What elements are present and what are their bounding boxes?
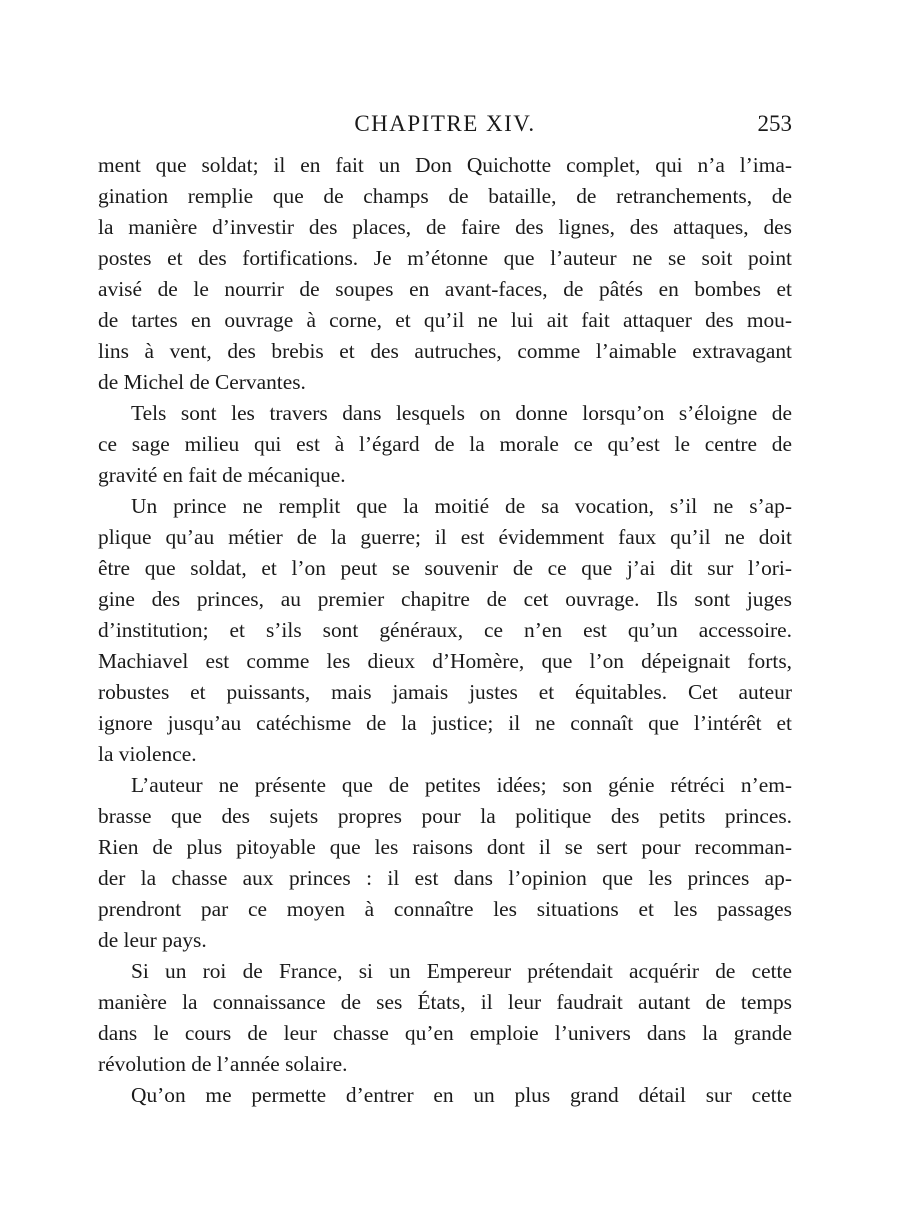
running-head bbox=[98, 108, 792, 140]
text-line: L’auteur ne présente que de petites idées; son génie rétréci n’em- bbox=[131, 773, 792, 797]
text-line: gravité en fait de mécanique. bbox=[98, 463, 346, 487]
text-line: robustes et puissants, mais jamais justes et équitables. Cet auteur bbox=[98, 680, 792, 704]
text-line: être que soldat, et l’on peut se souvenir de ce que j’ai dit sur l’ori- bbox=[98, 556, 792, 580]
text-line: révolution de l’année solaire. bbox=[98, 1052, 348, 1076]
text-line: Qu’on me permette d’entrer en un plus grand détail sur cette bbox=[131, 1083, 792, 1107]
text-line: ment que soldat; il en fait un Don Quichotte complet, qui n’a l’ima- bbox=[98, 153, 792, 177]
text-line: postes et des fortifications. Je m’étonne que l’auteur ne se soit point bbox=[98, 246, 792, 270]
text-line: gination remplie que de champs de bataille, de retranchements, de bbox=[98, 184, 792, 208]
text-line: plique qu’au métier de la guerre; il est évidemment faux qu’il ne doit bbox=[98, 525, 792, 549]
text-line: lins à vent, des brebis et des autruches, comme l’aimable extravagant bbox=[98, 339, 792, 363]
text-line: Tels sont les travers dans lesquels on donne lorsqu’on s’éloigne de bbox=[131, 401, 792, 425]
text-line: Machiavel est comme les dieux d’Homère, que l’on dépeignait forts, bbox=[98, 649, 792, 673]
body-text bbox=[98, 150, 792, 1111]
text-line: la violence. bbox=[98, 742, 197, 766]
text-line: der la chasse aux princes : il est dans l’opinion que les princes ap- bbox=[98, 866, 792, 890]
text-line: ignore jusqu’au catéchisme de la justice; il ne connaît que l’intérêt et bbox=[98, 711, 792, 735]
text-line: de leur pays. bbox=[98, 928, 207, 952]
text-line: Si un roi de France, si un Empereur prétendait acquérir de cette bbox=[131, 959, 792, 983]
text-line: ce sage milieu qui est à l’égard de la morale ce qu’est le centre de bbox=[98, 432, 792, 456]
text-line: prendront par ce moyen à connaître les situations et les passages bbox=[98, 897, 792, 921]
text-line: Un prince ne remplit que la moitié de sa vocation, s’il ne s’ap- bbox=[131, 494, 792, 518]
text-line: manière la connaissance de ses États, il leur faudrait autant de temps bbox=[98, 990, 792, 1014]
text-line: dans le cours de leur chasse qu’en emploie l’univers dans la grande bbox=[98, 1021, 792, 1045]
text-line: avisé de le nourrir de soupes en avant-faces, de pâtés en bombes et bbox=[98, 277, 792, 301]
text-line: d’institution; et s’ils sont généraux, ce n’en est qu’un accessoire. bbox=[98, 618, 792, 642]
text-line: la manière d’investir des places, de faire des lignes, des attaques, des bbox=[98, 215, 792, 239]
chapter-title: CHAPITRE XIV. bbox=[354, 111, 536, 136]
text-line: gine des princes, au premier chapitre de cet ouvrage. Ils sont juges bbox=[98, 587, 792, 611]
text-line: de tartes en ouvrage à corne, et qu’il ne lui ait fait attaquer des mou- bbox=[98, 308, 792, 332]
text-line: Rien de plus pitoyable que les raisons dont il se sert pour recomman- bbox=[98, 835, 792, 859]
text-line: de Michel de Cervantes. bbox=[98, 370, 306, 394]
page-number: 253 bbox=[757, 111, 792, 136]
text-line: brasse que des sujets propres pour la politique des petits princes. bbox=[98, 804, 792, 828]
